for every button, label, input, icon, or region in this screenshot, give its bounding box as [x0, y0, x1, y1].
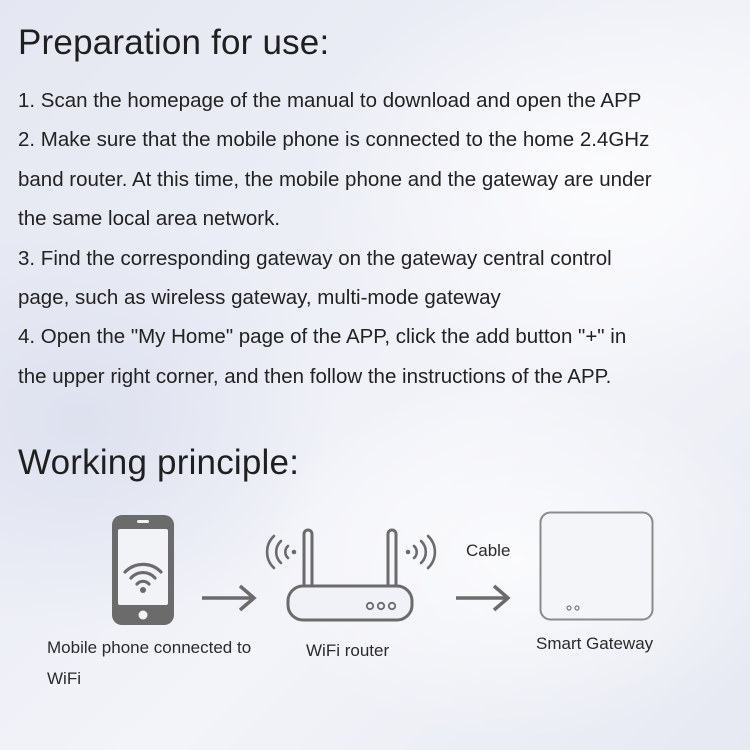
mobile-phone-icon: [112, 515, 174, 625]
step-4-line-1: 4. Open the "My Home" page of the APP, click the add button "+" in: [18, 325, 627, 349]
wifi-router-icon: [262, 526, 440, 624]
smart-gateway-icon: [539, 511, 654, 621]
phone-caption: Mobile phone connected to WiFi: [47, 638, 252, 688]
gateway-caption: Smart Gateway: [536, 634, 654, 653]
router-caption: WiFi router: [306, 641, 390, 660]
step-2-line-3: the same local area network.: [18, 207, 281, 231]
arrow-right-icon: [200, 583, 260, 613]
step-2-line-2: band router. At this time, the mobile phone and the gateway are under: [18, 167, 652, 191]
step-1-line-1: 1. Scan the homepage of the manual to download and open the APP: [18, 89, 642, 112]
signal-waves-right-icon: [414, 536, 435, 568]
signal-waves-left-icon: [267, 536, 288, 568]
working-principle-heading: Working principle:: [18, 443, 300, 482]
step-4-line-2: the upper right corner, and then follow the instructions of the APP.: [18, 364, 612, 388]
step-2-line-1: 2. Make sure that the mobile phone is connected to the home 2.4GHz: [18, 128, 650, 152]
preparation-heading: Preparation for use:: [18, 23, 330, 62]
preparation-steps: [18, 81, 738, 396]
arrow-right-icon-2: [454, 583, 514, 613]
step-3-line-1: 3. Find the corresponding gateway on the gateway central control: [18, 246, 612, 270]
step-3-line-2: page, such as wireless gateway, multi-mode gateway: [18, 286, 501, 310]
cable-label: Cable: [466, 541, 511, 560]
